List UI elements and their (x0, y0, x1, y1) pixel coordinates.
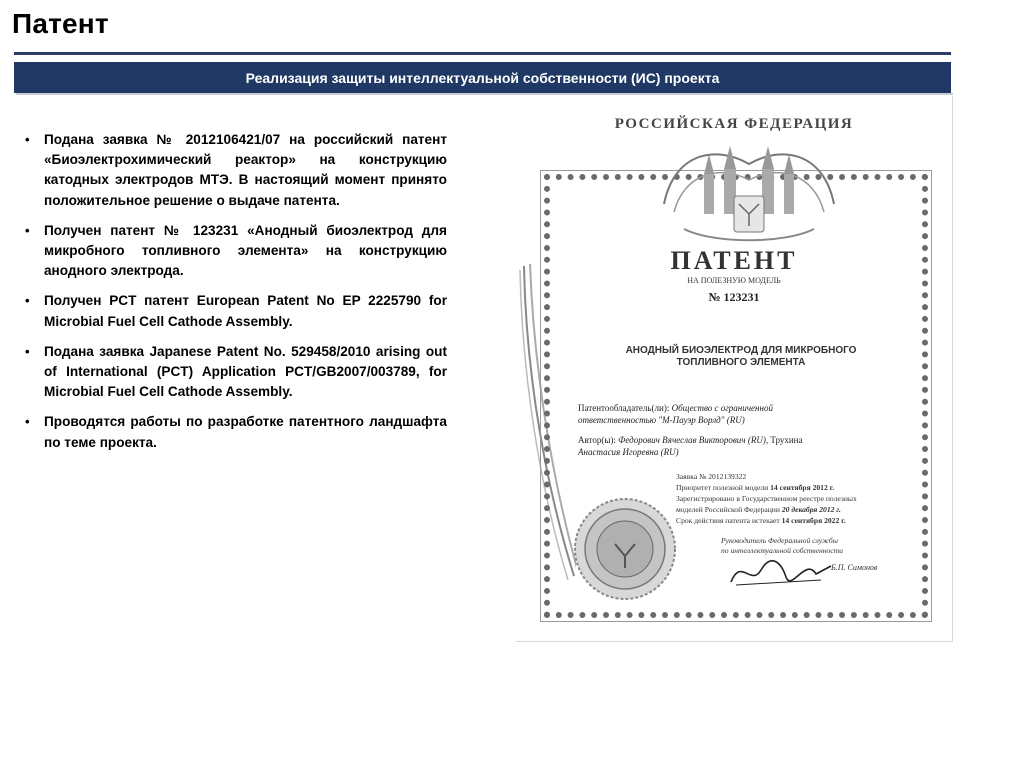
priority-line: Приоритет полезной модели 14 сентября 2012 г. (676, 483, 835, 492)
slide-title: Патент (12, 8, 109, 39)
list-item (22, 221, 447, 282)
invention-line: ТОПЛИВНОГО ЭЛЕМЕНТА (676, 357, 806, 368)
bullet-text: Получен патент № 123231 «Анодный биоэлектрод для микробного топливного элемента» на конструкцию анодного электрода. (44, 222, 447, 279)
bullet-icon: • (25, 343, 30, 359)
patent-bullet-list (22, 130, 447, 463)
list-item (22, 291, 447, 331)
author-value: , Трухина (765, 435, 803, 445)
section-banner: Реализация защиты интеллектуальной собственности (ИС) проекта (14, 62, 951, 93)
bullet-icon: • (25, 293, 30, 309)
kremlin-emblem-icon (644, 134, 854, 254)
signer-name: Б.П. Симонов (831, 563, 878, 572)
bullet-icon: • (25, 222, 30, 238)
list-item (22, 342, 447, 403)
author-value: Федорович Вячеслав Викторович (RU) (618, 435, 766, 445)
list-item (22, 412, 447, 452)
holder-value: Общество с ограниченной (671, 403, 773, 413)
signer-title: Руководитель Федеральной службы по интеллектуальной собственности (721, 536, 843, 555)
author-label: Автор(ы): (578, 435, 616, 445)
title-divider (14, 52, 951, 55)
certificate-patent-word: ПАТЕНТ (670, 246, 798, 275)
application-number: Заявка № 2012139322 (676, 472, 747, 481)
signature-icon (726, 552, 836, 592)
banner-shadow (16, 93, 953, 95)
registered-line: Зарегистрировано в Государственном реестре полезных (676, 494, 857, 503)
holder-value: ответственностью "М-Пауэр Ворлд" (RU) (578, 415, 745, 425)
certificate-author (578, 434, 898, 458)
bullet-text: Проводятся работы по разработке патентного ландшафта по теме проекта. (44, 414, 447, 450)
patent-certificate-image (516, 96, 953, 642)
bullet-text: Подана заявка № 2012106421/07 на российский патент «Биоэлектрохимический реактор» на конструкцию катодных электродов МТЭ. В настоящий момент принято положительное решение о выдаче патента. (44, 132, 447, 208)
bullet-icon: • (25, 414, 30, 430)
registered-date: 20 декабря 2012 г. (781, 505, 841, 514)
priority-date: 14 сентября 2012 г. (770, 483, 835, 492)
certificate-invention-title (576, 345, 906, 369)
list-item (22, 130, 447, 211)
author-value: Анастасия Игоревна (RU) (578, 447, 679, 457)
expiry-date: 14 сентября 2022 г. (781, 516, 846, 525)
certificate-country: РОССИЙСКАЯ ФЕДЕРАЦИЯ (614, 116, 854, 132)
seal-icon (570, 494, 680, 604)
registered-line: моделей Российской Федерации 20 декабря 2012 г. (676, 505, 841, 514)
certificate-subtitle: НА ПОЛЕЗНУЮ МОДЕЛЬ (687, 276, 781, 285)
expiry-line: Срок действия патента истекает 14 сентября 2022 г. (676, 516, 846, 525)
certificate-registration-details (676, 471, 916, 526)
holder-label: Патентообладатель(ли): (578, 403, 670, 413)
bullet-text: Получен PCT патент European Patent No EP 2225790 for Microbial Fuel Cell Cathode Assembly. (44, 293, 447, 329)
invention-line: АНОДНЫЙ БИОЭЛЕКТРОД ДЛЯ МИКРОБНОГО (625, 345, 857, 356)
certificate-number: № 123231 (708, 290, 760, 304)
certificate-holder (578, 402, 888, 426)
bullet-text: Подана заявка Japanese Patent No. 529458/2010 arising out of International (PCT) Application PCT/GB2007/003789, for Microbial Fuel Cell Cathode Assembly. (44, 343, 447, 400)
bullet-icon: • (25, 132, 30, 147)
